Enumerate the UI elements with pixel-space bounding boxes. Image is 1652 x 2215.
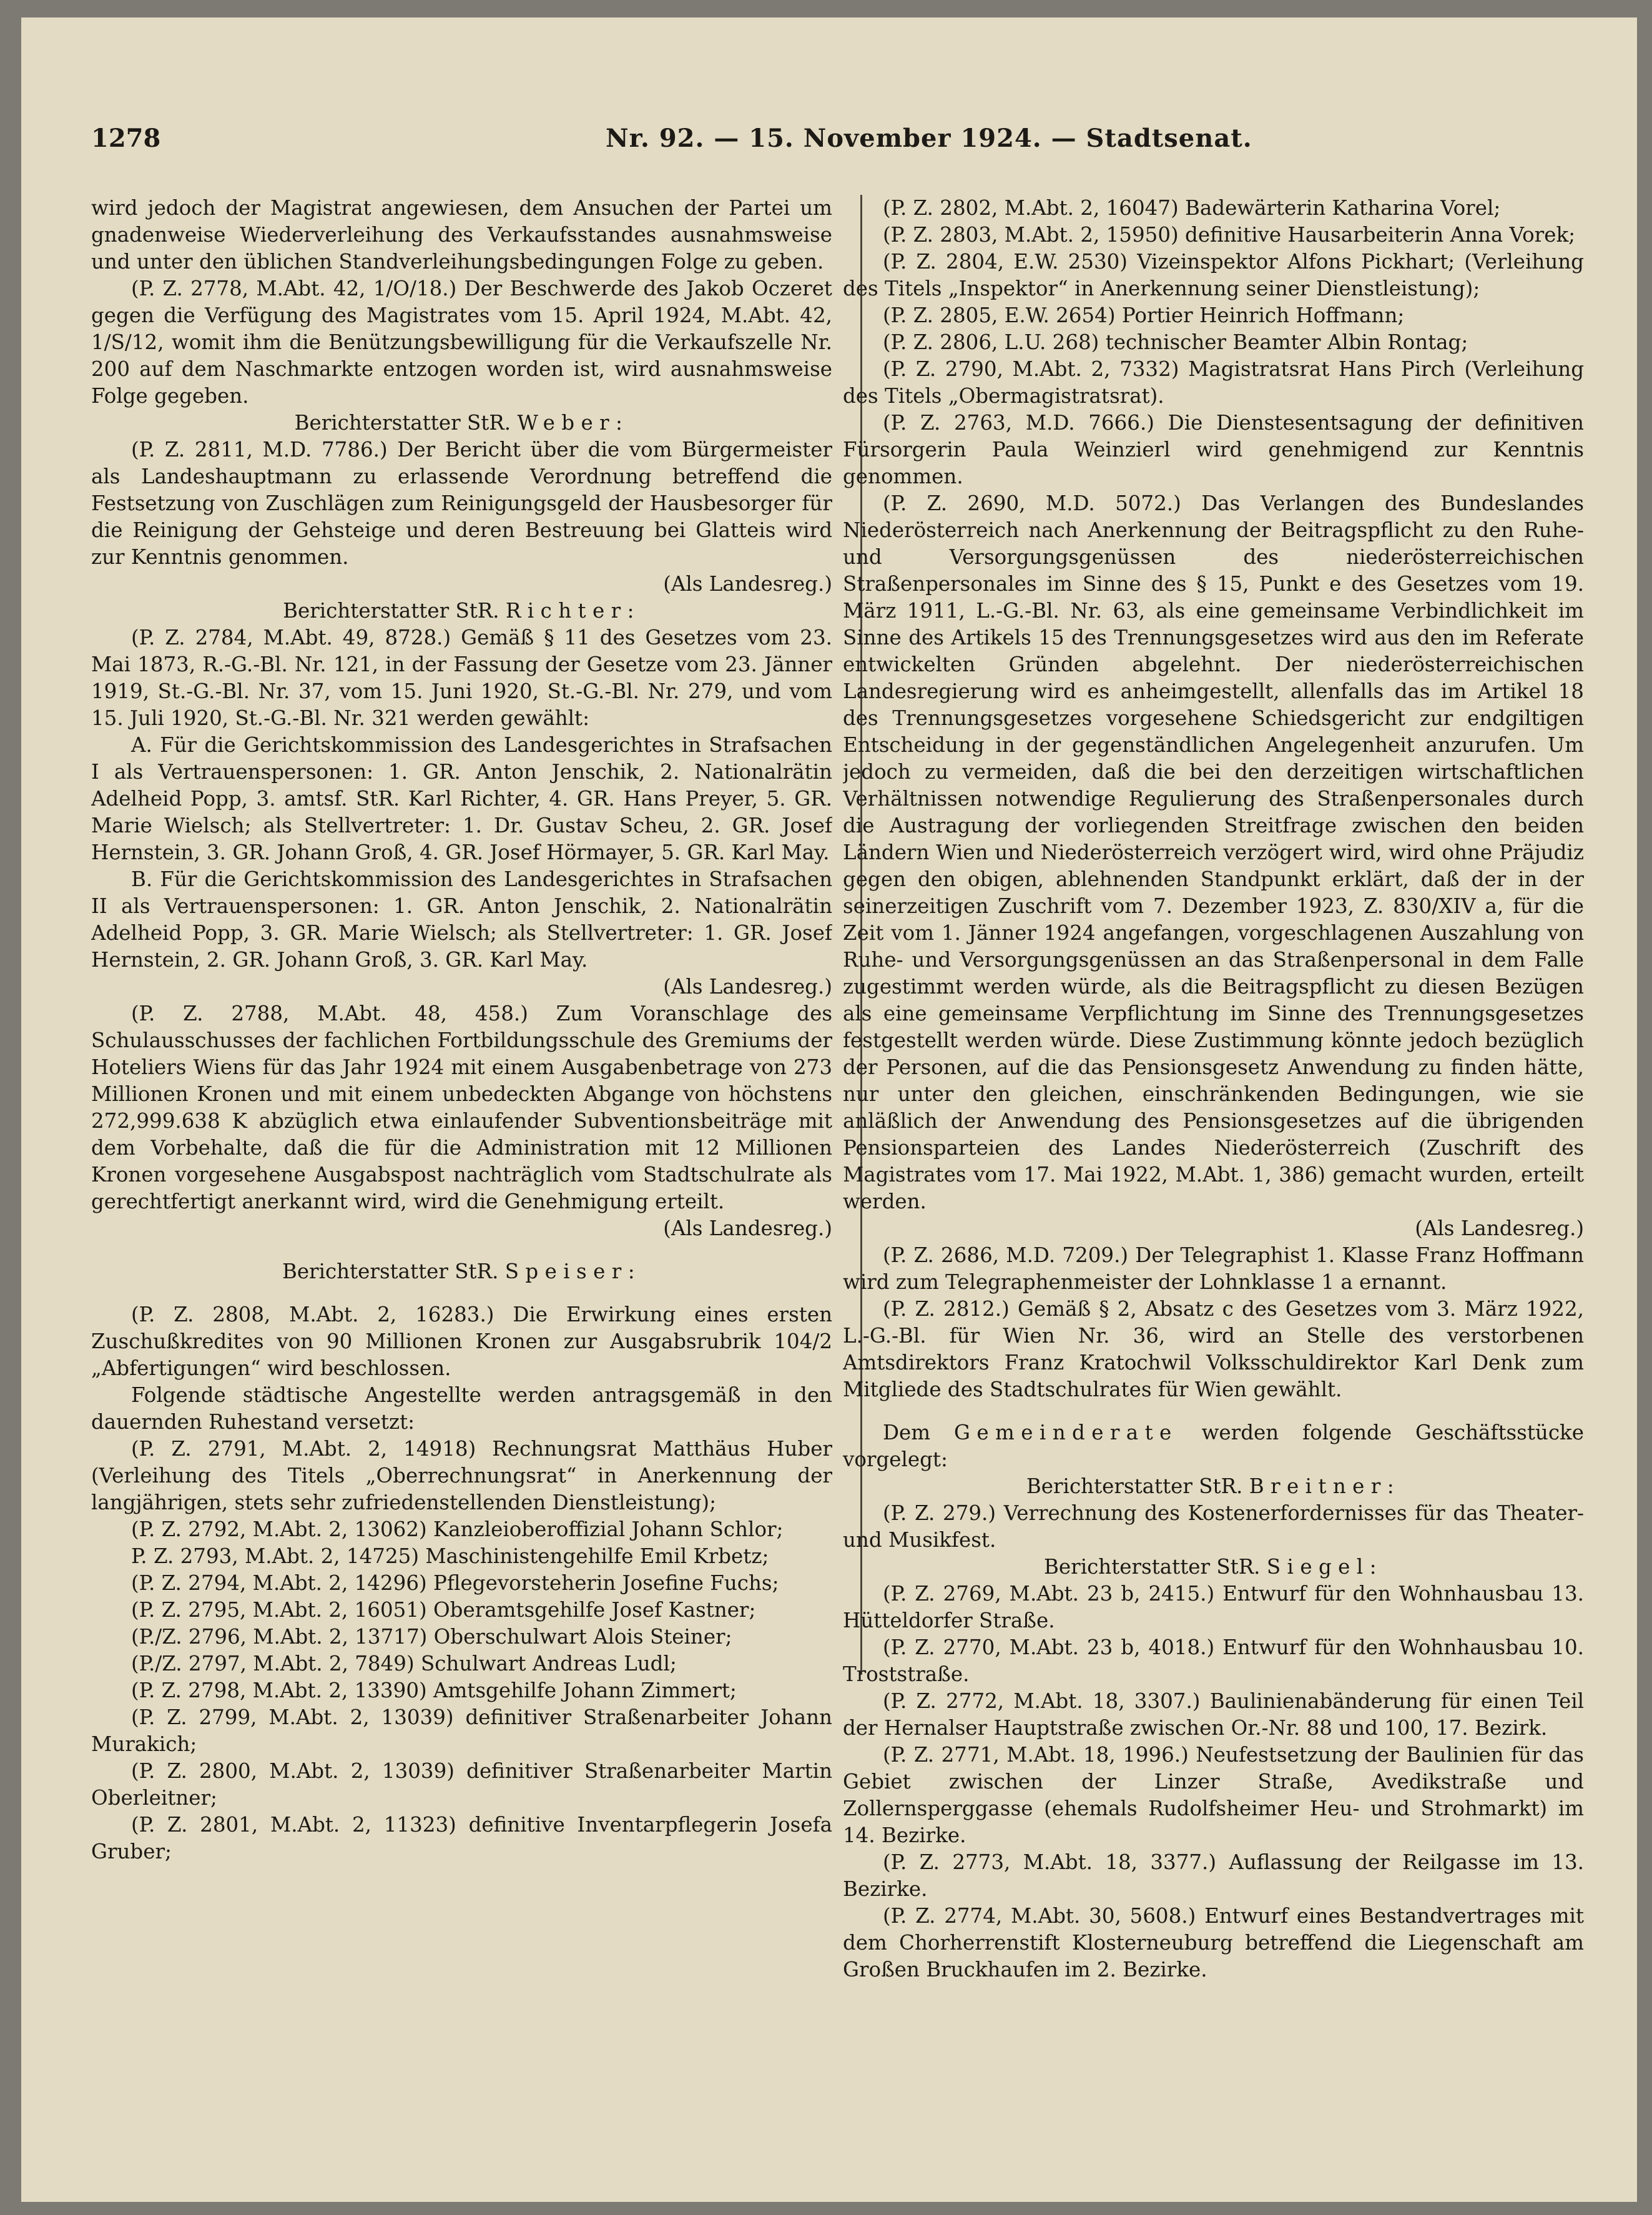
right-column <box>843 195 1584 2149</box>
newspaper-page <box>21 17 1637 2202</box>
list-item: (P. Z. 2792, M.Abt. 2, 13062) Kanzleioberoffizial Johann Schlor; <box>131 1517 784 1541</box>
paragraph: (P. Z. 2690, M.D. 5072.) Das Verlangen des Bundeslandes Niederösterreich nach Anerkennung der Beitragspflicht zu den Ruhe- und Versorgungsgenüssen des niederösterreichischen Straßenpersonales im Sinne des § 15, Punkt e des Gesetzes vom 19. März 1911, L.-G.-Bl. Nr. 63, als eine gemeinsame Verbindlichkeit im Sinne des Artikels 15 des Trennungsgesetzes wird aus den im Referate entwickelten Gründen abgelehnt. Der niederösterreichischen Landesregierung wird es anheimgestellt, allenfalls das im Artikel 18 des Trennungsgesetzes vorgesehene Schiedsgericht zur endgiltigen Entscheidung in der gegenständlichen Angelegenheit anzurufen. Um jedoch zu vermeiden, daß die bei den derzeitigen wirtschaftlichen Verhältnissen notwendige Regulierung des Straßenpersonales durch die Austragung der vorliegenden Streitfrage zwischen den beiden Ländern Wien und Niederösterreich verzögert wird, wird ohne Präjudiz gegen den obigen, ablehnenden Standpunkt erklärt, daß der in der seinerzeitigen Zuschrift vom 7. Dezember 1923, Z. 830/XIV a, für die Zeit vom 1. Jänner 1924 angefangen, vorgeschlagenen Auszahlung von Ruhe- und Versorgungsgenüssen an das Straßenpersonal in dem Falle zugestimmt werden würde, als die Beitragspflicht zu diesen Bezügen als eine gemeinsame Verpflichtung im Sinne des Trennungsgesetzes festgestellt werden würde. Diese Zustimmung könnte jedoch bezüglich der Personen, auf die das Pensionsgesetz Anwendung zu finden hätte, nur unter den gleichen, einschränkenden Bedingungen, wie sie anläßlich der Anwendung des Pensionsgesetzes auf die übrigenden Pensionsparteien des Landes Niederösterreich (Zuschrift des Magistrates vom 17. Mai 1922, M.Abt. 1, 386) gemacht wurden, erteilt werden. <box>843 491 1584 1213</box>
section-heading: Berichterstatter StR. Siegel: <box>1044 1555 1383 1579</box>
paragraph: (P. Z. 2774, M.Abt. 30, 5608.) Entwurf eines Bestandvertrages mit dem Chorherrenstift Klosterneuburg betreffend die Liegenschaft am Großen Bruckhaufen im 2. Bezirke. <box>843 1904 1584 1981</box>
paragraph: (P. Z. 2771, M.Abt. 18, 1996.) Neufestsetzung der Baulinien für das Gebiet zwischen der Linzer Straße, Avedikstraße und Zollernsperggasse (ehemals Rudolfsheimer Heu- und Strohmarkt) im 14. Bezirke. <box>843 1743 1584 1847</box>
reference-note: (Als Landesreg.) <box>663 1216 832 1240</box>
reference-note: (Als Landesreg.) <box>663 975 832 999</box>
list-item: (P. Z. 2790, M.Abt. 2, 7332) Magistratsrat Hans Pirch (Verleihung des Titels „Obermagistratsrat). <box>843 357 1584 408</box>
paragraph: (P. Z. 2811, M.D. 7786.) Der Bericht über die vom Bürgermeister als Landeshauptmann zu erlassende Verordnung betreffend die Festsetzung von Zuschlägen zum Reinigungsgeld der Hausbesorger für die Reinigung der Gehsteige und deren Bestreuung bei Glatteis wird zur Kenntnis genommen. <box>91 438 832 569</box>
paragraph: Dem Gemeinderate werden folgende Geschäftsstücke vorgelegt: <box>843 1421 1584 1471</box>
paragraph: (P. Z. 2772, M.Abt. 18, 3307.) Baulinienabänderung für einen Teil der Hernalser Hauptstraße zwischen Or.-Nr. 88 und 100, 17. Bezirk. <box>843 1689 1584 1740</box>
page-number: 1278 <box>91 124 161 153</box>
section-heading: Berichterstatter StR. Breitner: <box>1026 1474 1401 1498</box>
paragraph: (P. Z. 279.) Verrechnung des Kostenerfordernisses für das Theater- und Musikfest. <box>843 1501 1584 1552</box>
paragraph: (P. Z. 2808, M.Abt. 2, 16283.) Die Erwirkung eines ersten Zuschußkredites von 90 Millionen Kronen zur Ausgabsrubrik 104/2 „Abfertigungen“ wird beschlossen. <box>91 1303 832 1380</box>
list-item: (P./Z. 2797, M.Abt. 2, 7849) Schulwart Andreas Ludl; <box>131 1652 677 1675</box>
paragraph: B. Für die Gerichtskommission des Landesgerichtes in Strafsachen II als Vertrauenspersonen: 1. GR. Anton Jenschik, 2. Nationalrätin Adelheid Popp, 3. GR. Marie Wielsch; als Stellvertreter: 1. GR. Josef Hernstein, 2. GR. Johann Groß, 3. GR. Karl May. <box>91 867 832 972</box>
paragraph: (P. Z. 2769, M.Abt. 23 b, 2415.) Entwurf für den Wohnhausbau 13. Hütteldorfer Straße. <box>843 1582 1584 1632</box>
list-item: (P. Z. 2799, M.Abt. 2, 13039) definitiver Straßenarbeiter Johann Murakich; <box>91 1705 832 1756</box>
list-item: (P. Z. 2803, M.Abt. 2, 15950) definitive Hausarbeiterin Anna Vorek; <box>883 223 1576 247</box>
list-item: (P. Z. 2800, M.Abt. 2, 13039) definitiver Straßenarbeiter Martin Oberleitner; <box>91 1759 832 1810</box>
list-item: (P. Z. 2801, M.Abt. 2, 11323) definitive Inventarpflegerin Josefa Gruber; <box>91 1813 832 1863</box>
page-header <box>91 124 1590 174</box>
paragraph: (P. Z. 2686, M.D. 7209.) Der Telegraphist 1. Klasse Franz Hoffmann wird zum Telegraphenmeister der Lohnklasse 1 a ernannt. <box>843 1243 1584 1294</box>
list-item: (P. Z. 2791, M.Abt. 2, 14918) Rechnungsrat Matthäus Huber (Verleihung des Titels „Oberrechnungsrat“ in Anerkennung der langjährigen, stets sehr zufriedenstellenden Dienstleistung); <box>91 1437 832 1514</box>
reference-note: (Als Landesreg.) <box>1415 1216 1584 1240</box>
paragraph: (P. Z. 2812.) Gemäß § 2, Absatz c des Gesetzes vom 3. März 1922, L.-G.-Bl. für Wien Nr. 36, wird an Stelle des verstorbenen Amtsdirektors Franz Kratochwil Volksschuldirektor Karl Denk zum Mitgliede des Stadtschulrates für Wien gewählt. <box>843 1297 1584 1401</box>
issue-title: Nr. 92. — 15. November 1924. — Stadtsenat. <box>606 124 1252 153</box>
paragraph: Folgende städtische Angestellte werden antragsgemäß in den dauernden Ruhestand versetzt: <box>91 1383 832 1434</box>
list-item: (P. Z. 2804, E.W. 2530) Vizeinspektor Alfons Pickhart; (Verleihung des Titels „Inspektor“ in Anerkennung seiner Dienstleistung); <box>843 250 1584 300</box>
list-item: (P. Z. 2795, M.Abt. 2, 16051) Oberamtsgehilfe Josef Kastner; <box>131 1598 756 1622</box>
paragraph: (P. Z. 2773, M.Abt. 18, 3377.) Auflassung der Reilgasse im 13. Bezirke. <box>843 1850 1584 1901</box>
paragraph: (P. Z. 2784, M.Abt. 49, 8728.) Gemäß § 11 des Gesetzes vom 23. Mai 1873, R.-G.-Bl. Nr. 121, in der Fassung der Gesetze vom 23. Jänner 1919, St.-G.-Bl. Nr. 37, vom 15. Juni 1920, St.-G.-Bl. Nr. 279, und vom 15. Juli 1920, St.-G.-Bl. Nr. 321 werden gewählt: <box>91 626 832 730</box>
paragraph: (P. Z. 2788, M.Abt. 48, 458.) Zum Voranschlage des Schulausschusses der fachlichen Fortbildungsschule des Gremiums der Hoteliers Wiens für das Jahr 1924 mit einem Ausgabenbetrage von 273 Millionen Kronen und mit einem unbedeckten Abgange von höchstens 272,999.638 K abzüglich etwa einlaufender Subventionsbeiträge mit dem Vorbehalte, daß die für die Administration mit 12 Millionen Kronen vorgesehene Ausgabspost nachträglich vom Stadtschulrate als gerechtfertigt anerkannt wird, wird die Genehmigung erteilt. <box>91 1002 832 1213</box>
paragraph: (P. Z. 2770, M.Abt. 23 b, 4018.) Entwurf für den Wohnhausbau 10. Troststraße. <box>843 1635 1584 1686</box>
section-heading: Berichterstatter StR. Speiser: <box>282 1260 642 1283</box>
list-item: (P./Z. 2796, M.Abt. 2, 13717) Oberschulwart Alois Steiner; <box>131 1625 732 1649</box>
list-item: (P. Z. 2806, L.U. 268) technischer Beamter Albin Rontag; <box>883 330 1468 354</box>
list-item: (P. Z. 2798, M.Abt. 2, 13390) Amtsgehilfe Johann Zimmert; <box>131 1679 737 1702</box>
list-item: (P. Z. 2805, E.W. 2654) Portier Heinrich Hoffmann; <box>883 303 1405 327</box>
section-heading: Berichterstatter StR. Richter: <box>283 599 641 623</box>
list-item: (P. Z. 2802, M.Abt. 2, 16047) Badewärterin Katharina Vorel; <box>883 196 1501 220</box>
paragraph: (P. Z. 2763, M.D. 7666.) Die Dienstesentsagung der definitiven Fürsorgerin Paula Weinzierl wird genehmigend zur Kenntnis genommen. <box>843 411 1584 488</box>
reference-note: (Als Landesreg.) <box>663 572 832 596</box>
paragraph: (P. Z. 2778, M.Abt. 42, 1/O/18.) Der Beschwerde des Jakob Oczeret gegen die Verfügung des Magistrates vom 15. April 1924, M.Abt. 42, 1/S/12, womit ihm die Benützungsbewilligung für die Verkaufszelle Nr. 200 auf dem Naschmarkte entzogen worden ist, wird ausnahmsweise Folge gegeben. <box>91 277 832 408</box>
section-heading: Berichterstatter StR. Weber: <box>294 411 629 435</box>
list-item: P. Z. 2793, M.Abt. 2, 14725) Maschinistengehilfe Emil Krbetz; <box>131 1544 769 1568</box>
paragraph: wird jedoch der Magistrat angewiesen, dem Ansuchen der Partei um gnadenweise Wiederverleihung des Verkaufsstandes ausnahmsweise und unter den üblichen Standverleihungsbedingungen Folge zu geben. <box>91 196 832 274</box>
paragraph: A. Für die Gerichtskommission des Landesgerichtes in Strafsachen I als Vertrauenspersonen: 1. GR. Anton Jenschik, 2. Nationalrätin Adelheid Popp, 3. amtsf. StR. Karl Richter, 4. GR. Hans Preyer, 5. GR. Marie Wielsch; als Stellvertreter: 1. Dr. Gustav Scheu, 2. GR. Josef Hernstein, 3. GR. Johann Groß, 4. GR. Josef Hörmayer, 5. GR. Karl May. <box>91 733 832 864</box>
left-column <box>91 195 832 2149</box>
list-item: (P. Z. 2794, M.Abt. 2, 14296) Pflegevorsteherin Josefine Fuchs; <box>131 1571 779 1595</box>
